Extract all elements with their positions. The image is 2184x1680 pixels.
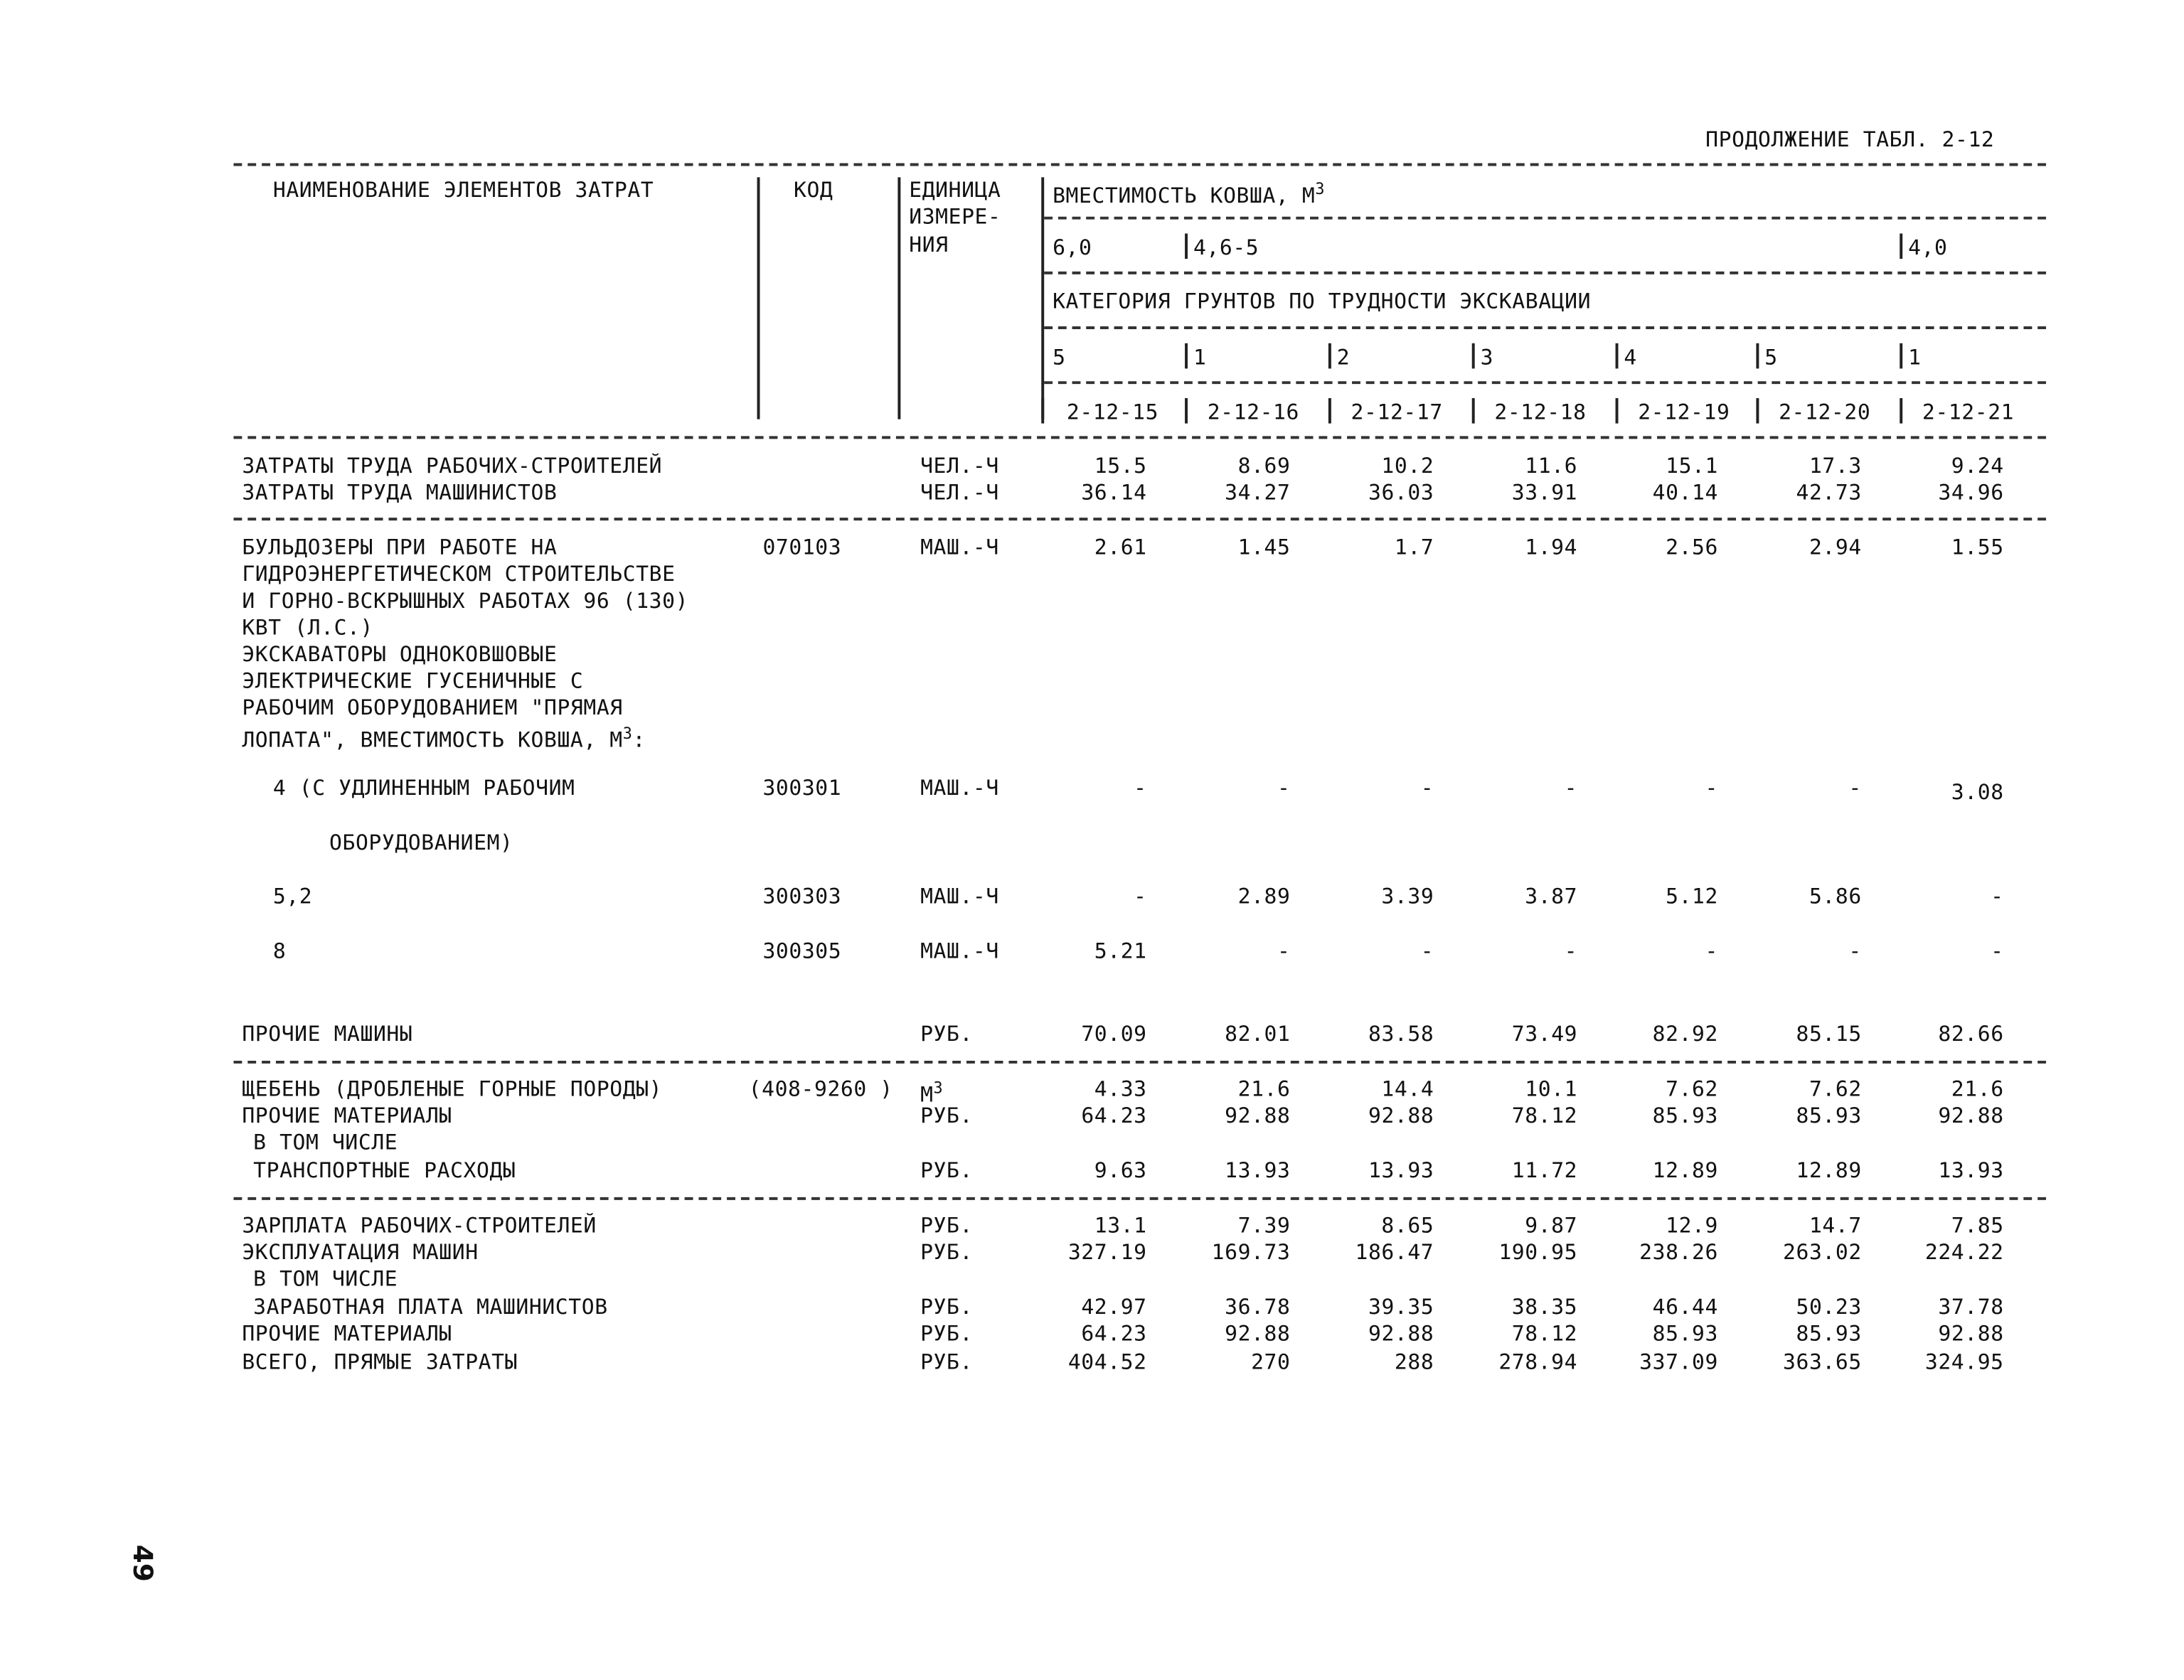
value-cell: 21.6	[1237, 1076, 1291, 1102]
value-cell: 85.93	[1652, 1103, 1718, 1128]
value-cell: -	[1420, 938, 1434, 964]
value-cell: 1.7	[1394, 534, 1434, 560]
value-cell: 38.35	[1511, 1294, 1578, 1320]
gravel-code: (408-9260 )	[748, 1076, 893, 1102]
driver-pay-name: ЗАРАБОТНАЯ ПЛАТА МАШИНИСТОВ	[253, 1294, 608, 1320]
value-cell: 8.69	[1237, 453, 1291, 478]
header-unit-1: ЕДИНИЦА	[909, 177, 1001, 203]
norm-code-cell: 2-12-15	[1066, 399, 1159, 425]
value-cell: 34.96	[1938, 479, 2004, 505]
col-separator	[1616, 343, 1619, 369]
value-cell: 324.95	[1924, 1349, 2004, 1375]
value-cell: 92.88	[1368, 1103, 1434, 1128]
value-cell: 10.1	[1525, 1076, 1578, 1102]
value-cell: -	[1277, 775, 1291, 801]
excavator-4-name: 4 (С УДЛИНЕННЫМ РАБОЧИМ	[272, 775, 575, 801]
value-cell: -	[1134, 883, 1147, 909]
bulldozer-line-4: КВТ (Л.С.)	[242, 614, 373, 641]
value-cell: 2.56	[1666, 534, 1718, 560]
value-cell: 263.02	[1783, 1239, 1862, 1265]
transport-unit: РУБ.	[920, 1157, 973, 1184]
other-machines-unit: РУБ.	[920, 1021, 973, 1047]
value-cell: 169.73	[1211, 1239, 1291, 1265]
col-separator	[1328, 343, 1331, 369]
value-cell: 17.3	[1809, 453, 1862, 478]
total-name: ВСЕГО, ПРЯМЫЕ ЗАТРАТЫ	[242, 1349, 518, 1375]
value-cell: 9.24	[1951, 453, 2004, 478]
value-cell: 83.58	[1368, 1021, 1434, 1047]
value-cell: 13.1	[1094, 1212, 1147, 1238]
labor-drivers-unit: ЧЕЛ.-Ч	[920, 479, 999, 505]
value-cell: 238.26	[1639, 1239, 1718, 1265]
col-separator	[1756, 343, 1759, 369]
value-cell: 85.93	[1796, 1103, 1862, 1128]
bulldozer-code: 070103	[762, 534, 842, 560]
table-caption: ПРОДОЛЖЕНИЕ ТАБЛ. 2-12	[1705, 127, 1995, 152]
value-cell: 92.88	[1938, 1320, 2004, 1347]
value-cell: 92.88	[1368, 1320, 1434, 1347]
capacity-group-1: 6,0	[1053, 235, 1092, 261]
gravel-unit: $М^3$	[920, 1079, 944, 1108]
operation-name: ЭКСПЛУАТАЦИЯ МАШИН	[242, 1239, 479, 1265]
value-cell: 14.7	[1809, 1212, 1862, 1238]
value-cell: 82.66	[1938, 1021, 2004, 1047]
col-separator	[1900, 398, 1902, 424]
value-cell: -	[1277, 938, 1291, 964]
value-cell: 288	[1394, 1349, 1434, 1375]
value-cell: 92.88	[1225, 1320, 1291, 1347]
value-cell: 40.14	[1652, 479, 1718, 505]
capacity-group-3: 4,0	[1908, 235, 1948, 261]
bulldozer-line-3: И ГОРНО-ВСКРЫШНЫХ РАБОТАХ 96 (130)	[242, 588, 689, 614]
totals-materials-name: ПРОЧИЕ МАТЕРИАЛЫ	[242, 1320, 452, 1347]
value-cell: 13.93	[1225, 1157, 1291, 1184]
value-cell: 15.5	[1094, 453, 1147, 478]
category-cell: 5	[1764, 344, 1778, 370]
col-separator	[1472, 398, 1475, 424]
value-cell: 50.23	[1796, 1294, 1862, 1320]
value-cell: 85.93	[1652, 1320, 1718, 1347]
value-cell: 92.88	[1225, 1103, 1291, 1128]
value-cell: 36.03	[1368, 479, 1434, 505]
header-name: НАИМЕНОВАНИЕ ЭЛЕМЕНТОВ ЗАТРАТ	[272, 177, 654, 203]
value-cell: 11.6	[1525, 453, 1578, 478]
norm-code-cell: 2-12-17	[1351, 399, 1443, 425]
header-capacity: ВМЕСТИМОСТЬ КОВША, $М^3$	[1053, 180, 1326, 208]
transport-name: ТРАНСПОРТНЫЕ РАСХОДЫ	[253, 1157, 516, 1184]
value-cell: 7.62	[1809, 1076, 1862, 1102]
value-cell: 73.49	[1511, 1021, 1578, 1047]
value-cell: 278.94	[1498, 1349, 1578, 1375]
norm-code-cell: 2-12-21	[1922, 399, 2015, 425]
materials-incl: В ТОМ ЧИСЛЕ	[253, 1129, 398, 1155]
value-cell: 1.45	[1237, 534, 1291, 560]
col-separator	[1472, 343, 1475, 369]
value-cell: 36.78	[1225, 1294, 1291, 1320]
value-cell: 13.93	[1368, 1157, 1434, 1184]
value-cell: 1.94	[1525, 534, 1578, 560]
value-cell: 9.87	[1525, 1212, 1578, 1238]
value-cell: -	[1705, 775, 1718, 801]
value-cell: 78.12	[1511, 1320, 1578, 1347]
value-cell: 34.27	[1225, 479, 1291, 505]
norm-code-cell: 2-12-19	[1638, 399, 1730, 425]
excavator-line-1: ЭКСКАВАТОРЫ ОДНОКОВШОВЫЕ	[242, 641, 558, 667]
value-cell: 270	[1251, 1349, 1291, 1375]
header-rule	[1044, 326, 2046, 329]
excavator-8-code: 300305	[762, 938, 842, 964]
value-cell: 13.93	[1938, 1157, 2004, 1184]
excavator-line-3: РАБОЧИМ ОБОРУДОВАНИЕМ "ПРЯМАЯ	[242, 695, 623, 721]
value-cell: 5.86	[1809, 883, 1862, 909]
col-separator	[1185, 233, 1188, 259]
excavator-52-code: 300303	[762, 883, 842, 909]
value-cell: 363.65	[1783, 1349, 1862, 1375]
excavator-4-name-cont: ОБОРУДОВАНИЕМ)	[329, 830, 513, 856]
category-cell: 4	[1624, 344, 1637, 370]
value-cell: 85.15	[1796, 1021, 1862, 1047]
value-cell: 70.09	[1081, 1021, 1147, 1047]
excavator-line-2: ЭЛЕКТРИЧЕСКИЕ ГУСЕНИЧНЫЕ С	[242, 668, 584, 694]
value-cell: 337.09	[1639, 1349, 1718, 1375]
top-rule	[233, 164, 2046, 166]
value-cell: 36.14	[1081, 479, 1147, 505]
col-separator	[1900, 233, 1902, 259]
value-cell: -	[1991, 938, 2004, 964]
norm-code-cell: 2-12-16	[1207, 399, 1299, 425]
col-separator	[897, 177, 900, 419]
bulldozer-line-1: БУЛЬДОЗЕРЫ ПРИ РАБОТЕ НА	[242, 534, 558, 560]
page-number: 49	[127, 1544, 158, 1582]
other-machines-name: ПРОЧИЕ МАШИНЫ	[242, 1021, 413, 1047]
category-cell: 1	[1193, 344, 1207, 370]
value-cell: 190.95	[1498, 1239, 1578, 1265]
value-cell: 327.19	[1067, 1239, 1147, 1265]
other-materials-unit: РУБ.	[920, 1103, 973, 1128]
value-cell: 15.1	[1666, 453, 1718, 478]
excavator-52-unit: МАШ.-Ч	[920, 883, 999, 909]
value-cell: 42.97	[1081, 1294, 1147, 1320]
other-materials-name: ПРОЧИЕ МАТЕРИАЛЫ	[242, 1103, 452, 1128]
bulldozer-line-2: ГИДРОЭНЕРГЕТИЧЕСКОМ СТРОИТЕЛЬСТВЕ	[242, 561, 676, 587]
excavator-8-name: 8	[272, 938, 287, 964]
col-separator	[1900, 343, 1902, 369]
value-cell: 2.89	[1237, 883, 1291, 909]
excavator-52-name: 5,2	[272, 883, 313, 909]
totals-materials-unit: РУБ.	[920, 1320, 973, 1347]
value-cell: 11.72	[1511, 1157, 1578, 1184]
bulldozer-unit: МАШ.-Ч	[920, 534, 999, 560]
labor-drivers-name: ЗАТРАТЫ ТРУДА МАШИНИСТОВ	[242, 479, 558, 505]
value-cell: 37.78	[1938, 1294, 2004, 1320]
value-cell: 78.12	[1511, 1103, 1578, 1128]
value-cell: 10.2	[1381, 453, 1434, 478]
value-cell: -	[1848, 775, 1862, 801]
value-cell: 186.47	[1355, 1239, 1434, 1265]
section-rule	[233, 1197, 2046, 1200]
col-separator	[1756, 398, 1759, 424]
value-cell: -	[1564, 775, 1578, 801]
value-cell: 3.39	[1381, 883, 1434, 909]
value-cell: 14.4	[1381, 1076, 1434, 1102]
col-separator	[1328, 398, 1331, 424]
value-cell: 2.61	[1094, 534, 1147, 560]
excavator-line-4: ЛОПАТА", ВМЕСТИМОСТЬ КОВША, $М^3$:	[242, 724, 646, 753]
total-unit: РУБ.	[920, 1349, 973, 1375]
header-rule	[1044, 217, 2046, 220]
excavator-4-code: 300301	[762, 775, 842, 801]
operation-unit: РУБ.	[920, 1239, 973, 1265]
wages-unit: РУБ.	[920, 1212, 973, 1238]
col-separator	[757, 177, 760, 419]
wages-name: ЗАРПЛАТА РАБОЧИХ-СТРОИТЕЛЕЙ	[242, 1212, 597, 1238]
value-cell: 92.88	[1938, 1103, 2004, 1128]
value-cell: 33.91	[1511, 479, 1578, 505]
value-cell: 82.01	[1225, 1021, 1291, 1047]
value-cell: 404.52	[1067, 1349, 1147, 1375]
value-cell: -	[1705, 938, 1718, 964]
value-cell: 9.63	[1094, 1157, 1147, 1184]
value-cell: 42.73	[1796, 479, 1862, 505]
value-cell: -	[1420, 775, 1434, 801]
excavator-8-unit: МАШ.-Ч	[920, 938, 999, 964]
col-separator	[1185, 343, 1188, 369]
norm-code-cell: 2-12-20	[1779, 399, 1871, 425]
driver-pay-unit: РУБ.	[920, 1294, 973, 1320]
section-rule	[233, 1061, 2046, 1064]
excavator-4-unit: МАШ.-Ч	[920, 775, 999, 801]
labor-workers-name: ЗАТРАТЫ ТРУДА РАБОЧИХ-СТРОИТЕЛЕЙ	[242, 453, 663, 478]
value-cell: 12.9	[1666, 1212, 1718, 1238]
value-cell: -	[1564, 938, 1578, 964]
value-cell: 8.65	[1381, 1212, 1434, 1238]
section-rule	[233, 518, 2046, 520]
header-code: КОД	[793, 177, 833, 203]
value-cell: 2.94	[1809, 534, 1862, 560]
labor-workers-unit: ЧЕЛ.-Ч	[920, 453, 999, 478]
value-cell: 5.12	[1666, 883, 1718, 909]
category-cell: 5	[1053, 344, 1066, 370]
header-unit-3: НИЯ	[909, 232, 949, 258]
header-rule	[1044, 272, 2046, 274]
value-cell: 7.39	[1237, 1212, 1291, 1238]
header-unit-2: ИЗМЕРЕ-	[909, 203, 1001, 230]
totals-incl: В ТОМ ЧИСЛЕ	[253, 1266, 398, 1292]
category-label: КАТЕГОРИЯ ГРУНТОВ ПО ТРУДНОСТИ ЭКСКАВАЦИИ	[1053, 288, 1592, 314]
category-cell: 1	[1908, 344, 1922, 370]
value-cell: 3.87	[1525, 883, 1578, 909]
category-cell: 3	[1480, 344, 1494, 370]
gravel-name: ЩЕБЕНЬ (ДРОБЛЕНЫЕ ГОРНЫЕ ПОРОДЫ)	[242, 1076, 663, 1102]
value-cell: -	[1991, 883, 2004, 909]
section-rule	[233, 436, 2046, 439]
value-cell: 64.23	[1081, 1103, 1147, 1128]
value-cell: 7.62	[1666, 1076, 1718, 1102]
value-cell: 12.89	[1652, 1157, 1718, 1184]
col-separator	[1616, 398, 1619, 424]
capacity-group-2: 4,6-5	[1193, 235, 1259, 261]
value-cell: 7.85	[1951, 1212, 2004, 1238]
value-cell: 1.55	[1951, 534, 2004, 560]
value-cell: -	[1848, 938, 1862, 964]
value-cell: 21.6	[1951, 1076, 2004, 1102]
value-cell: 5.21	[1094, 938, 1147, 964]
value-cell: 64.23	[1081, 1320, 1147, 1347]
header-rule	[1044, 381, 2046, 384]
value-cell: 224.22	[1924, 1239, 2004, 1265]
value-cell: 82.92	[1652, 1021, 1718, 1047]
value-cell: 4.33	[1094, 1076, 1147, 1102]
col-separator	[1185, 398, 1188, 424]
value-cell: -	[1134, 775, 1147, 801]
value-cell: 3.08	[1951, 779, 2004, 805]
value-cell: 85.93	[1796, 1320, 1862, 1347]
norm-code-cell: 2-12-18	[1494, 399, 1587, 425]
col-separator	[1041, 398, 1044, 424]
value-cell: 46.44	[1652, 1294, 1718, 1320]
value-cell: 12.89	[1796, 1157, 1862, 1184]
category-cell: 2	[1336, 344, 1351, 370]
value-cell: 39.35	[1368, 1294, 1434, 1320]
